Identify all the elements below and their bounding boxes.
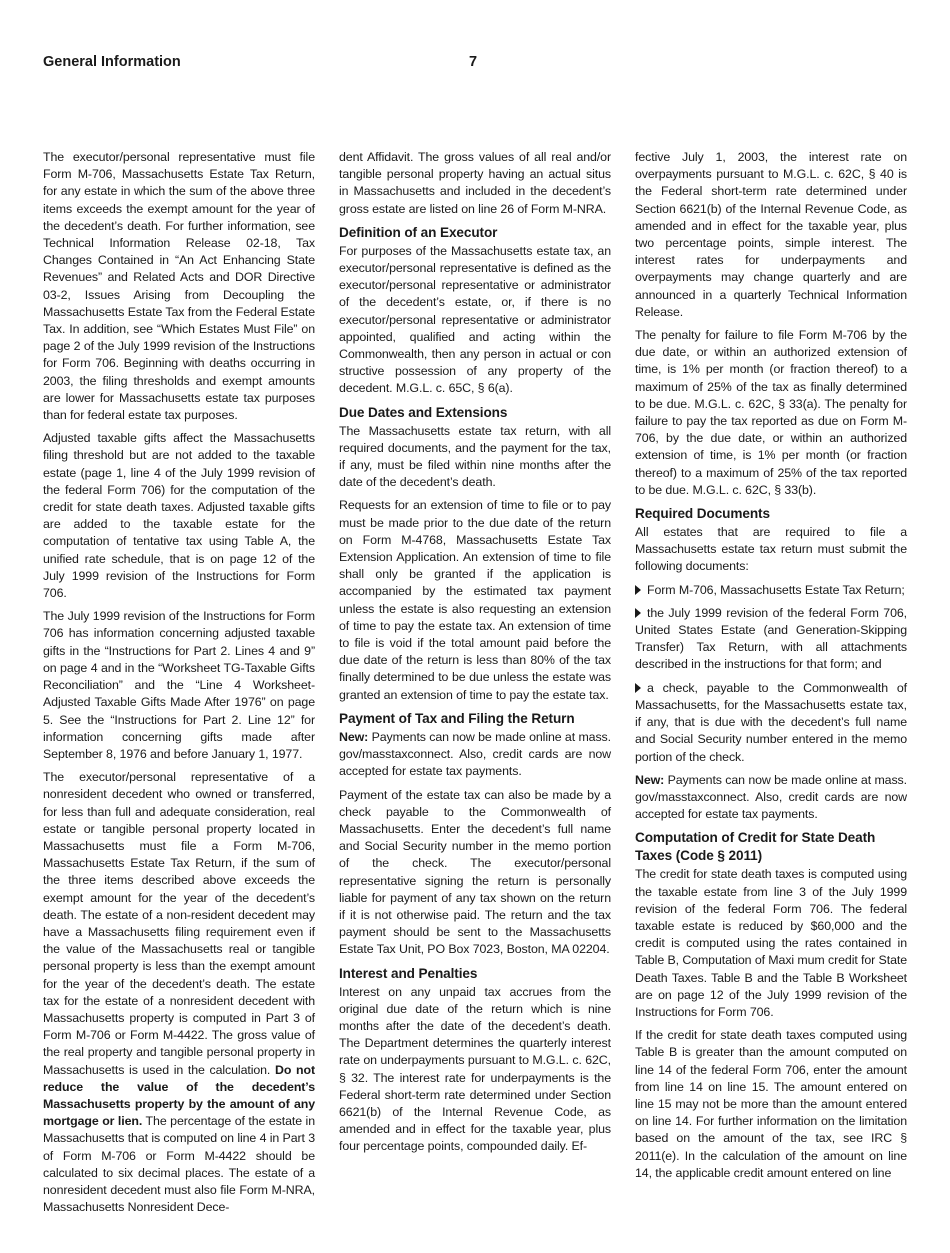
heading-credit-computation: Computation of Credit for State Death Taxes (Code § 2011) <box>635 830 876 864</box>
paragraph-interest: Interest on any unpaid tax accrues from the original due date of the return which is nine months after the date of the decedent’s death. The Department determines the quarterly interest rate on underpayments pursuant to M.G.L. c. 62C, § 32. The interest rate for underpayments is the Federal short-term rate determined under Section 6621(b) of the Internal Revenue Code, as amended and in effect for the taxable year, plus four percentage points, compounded daily. Ef- <box>339 984 611 1154</box>
heading-payment: Payment of Tax and Filing the Return <box>339 710 575 726</box>
bullet-icon <box>635 683 641 693</box>
paragraph-overpayment-interest: fective July 1, 2003, the interest rate on overpayments pursuant to M.G.L. c. 62C, § 40 is the Federal short-term rate determined under Section 6621(b) of the Internal Revenue Code, as amended and in effect for the taxable year, plus two percentage points, simple interest. The interest rates for underpayments and overpayments may change quarterly and are announced in a quarterly Technical Information Release. <box>635 150 907 319</box>
new-label: New: <box>339 729 369 744</box>
heading-definition-executor: Definition of an Executor <box>339 224 498 240</box>
paragraph-required-intro: All estates that are required to file a Massachusetts estate tax return must submit the following documents: <box>635 525 907 574</box>
bullet-text: the July 1999 revision of the federal Form 706, United States Estate (and Generation-Skipping Transfer) Tax Return, with all attachments described in the instructions for that form; and <box>635 605 907 672</box>
column-2 <box>339 149 611 1162</box>
new-label: New: <box>635 772 665 787</box>
paragraph-payment-online <box>339 729 611 781</box>
nonresident-text-end: The percentage of the estate in Massachusetts that is computed on line 4 in Part 3 of Form M-706 or Form M-4422 should be calculated to six decimal places. The estate of a nonresident decedent must also file Form M-NRA, Massachusetts Nonresident Dece- <box>43 1114 315 1215</box>
new-payments-text: Payments can now be made online at mass. gov/masstaxconnect. Also, credit cards are now accepted for estate tax payments. <box>635 772 907 822</box>
column-3 <box>635 149 907 1188</box>
payment-online-text: Payments can now be made online at mass. gov/masstaxconnect. Also, credit cards are now accepted for estate tax payments. <box>339 729 611 779</box>
column-1 <box>43 149 315 1222</box>
paragraph-credit-limit: If the credit for state death taxes computed using Table B is greater than the amount computed on line 14 of the federal Form 706, enter the amount from line 14 on line 15. The amount entered on line 15 may not be more than the amount entered on line 14. For further information on the limitation based on the amount of the tax, see IRC § 2011(e). In the calculation of the amount on line 14, the applicable credit amount entered on line <box>635 1028 907 1180</box>
paragraph-affidavit: dent Affidavit. The gross values of all real and/or tangible personal property having an actual situs in Massachusetts and included in the decedent’s gross estate are listed on line 26 of Form M-NRA. <box>339 150 611 216</box>
section-title: General Information <box>43 54 181 70</box>
bullet-icon <box>635 608 641 618</box>
nonresident-text-start: The executor/personal representative of a nonresident decedent who owned or transferred, for less than full and adequate consideration, real estate or tangible personal property located in Massachusetts must file a Form M-706, Massachusetts Estate Tax Return, if the sum of the three items described above exceeds the exempt amount for the year of the decedent’s death. The estate of a non-resident decedent may have a Massachusetts filing requirement even if the value of the Massachusetts real or tangible personal property is less than the exempt amount for the year of the decedent’s death. The estate tax for the estate of a nonresident decedent with Massachusetts property is computed in Part 3 of Form M-706 or Form M-4422. The gross value of the real property and tangible personal property in Massachusetts is used in the calculation. <box>43 770 315 1077</box>
paragraph-extension: Requests for an extension of time to file or to pay must be made prior to the due date of the return on Form M-4768, Massachusetts Estate Tax Extension Application. An extension of time to file shall only be granted if the application is accompanied by the estimated tax payment unless the estate is also requesting an extension of time to pay the estate tax. An extension of time to file is void if the total amount paid before the due date of the return is less than 80% of the tax finally determined to be due unless the estate was granted an extension of time to pay the estate tax. <box>339 498 611 702</box>
paragraph-adjusted-gifts: Adjusted taxable gifts affect the Massachusetts filing threshold but are not added to the taxable estate (page 1, line 4 of the July 1999 revision of the federal Form 706) for the computation of the credit for state death taxes. Adjusted taxable gifts are added to the taxable estate for the computation of tentative tax using Table A, the unified rate schedule, that is on page 12 of the July 1999 revision of the Instructions for Form 706. <box>43 431 315 601</box>
bullet-icon <box>635 585 641 595</box>
paragraph-filing-requirement: The executor/personal representative must file Form M-706, Massachusetts Estate Tax Return, for any estate in which the sum of the above three items exceeds the exempt amount for the year of the decedent’s death. For further information, see Technical Information Release 02-18, Tax Changes Contained in “An Act Enhancing State Revenues” and Related Acts and DOR Directive 03-2, Issues Arising from Decoupling the Massachusetts Estate Tax from the Federal Estate Tax. In addition, see “Which Estates Must File” on page 2 of the July 1999 revision of the Instructions for Form 706. Beginning with deaths occurring in 2003, the filing thresholds and exempt amounts are lower for Massachusetts estate tax purposes than for federal estate tax purposes. <box>43 150 315 423</box>
paragraph-payment-check: Payment of the estate tax can also be made by a check payable to the Commonwealth of Massachusetts. Enter the decedent’s full name and Social Security number in the memo portion of the check. The executor/personal representative signing the return is personally liable for payment of any tax shown on the return if it is not otherwise paid. The return and the tax payment should be sent to the Massachusetts Estate Tax Unit, PO Box 7023, Boston, MA 02204. <box>339 787 611 957</box>
heading-interest-penalties: Interest and Penalties <box>339 965 478 981</box>
paragraph-gift-instructions: The July 1999 revision of the Instructions for Form 706 has information concerning adjusted taxable gifts in the “Instructions for Part 2. Lines 4 and 9” on page 4 and in the “Worksheet TG-Taxable Gifts Reconciliation” and the “Line 4 Worksheet-Adjusted Taxable Gifts Made After 1976” on page 5. See the “Instructions for Part 2. Line 12” for information concerning gifts made after September 8, 1976 and before January 1, 1977. <box>43 609 315 761</box>
running-header <box>43 54 907 74</box>
heading-required-documents: Required Documents <box>635 506 770 522</box>
paragraph-nonresident <box>43 769 315 1216</box>
bullet-text: a check, payable to the Commonwealth of Massachusetts, for the Massachusetts estate tax, if any, that is due with the decedent’s full name and Social Security number entered in the memo portion of the check. <box>635 680 907 764</box>
bullet-text: Form M-706, Massachusetts Estate Tax Return; <box>647 582 905 597</box>
paragraph-credit-table-b: The credit for state death taxes is computed using the taxable estate from line 3 of the July 1999 revision of the federal Form 706. The federal taxable estate is reduced by $60,000 and the credit is computed using the rates contained in Table B, Computation of Maxi mum credit for State Death Taxes. Table B and the Table B Worksheet are on page 12 of the July 1999 revision of the Instructions for Form 706. <box>635 867 907 1019</box>
page-number: 7 <box>469 54 478 70</box>
paragraph-penalties: The penalty for failure to file Form M-706 by the due date, or within an authorized extension of time, is 1% per month (or fraction thereof) to a maximum of 25% of the tax as finally determined to be due. M.G.L. c. 62C, § 33(a). The penalty for failure to pay the tax reported as due on Form M-706, by the due date, or within an authorized extension of time, is 1% per month (or fraction thereof) to a maximum of 25% of the tax reported to be due. M.G.L. c. 62C, § 33(b). <box>635 328 907 497</box>
list-item <box>635 605 907 674</box>
heading-due-dates: Due Dates and Extensions <box>339 404 508 420</box>
list-item <box>635 680 907 766</box>
paragraph-executor-definition: For purposes of the Massachusetts estate tax, an executor/personal representative is defined as the executor/personal representative or administrator of the decedent’s estate, or, if there is no executor/personal representative or administrator appointed, qualified and acting within the Commonwealth, then any person in actual or con structive possession of any property of the decedent. M.G.L. c. 65C, § 6(a). <box>339 243 611 396</box>
list-item <box>635 582 907 599</box>
paragraph-new-payments <box>635 772 907 824</box>
nonresident-bold-warning: Do not reduce the value of the decedent’s Massachusetts property by the amount of any mortgage or lien. <box>43 1062 315 1129</box>
paragraph-due-date: The Massachusetts estate tax return, with all required documents, and the payment for the tax, if any, must be filed within nine months after the date of the decedent’s death. <box>339 423 611 490</box>
